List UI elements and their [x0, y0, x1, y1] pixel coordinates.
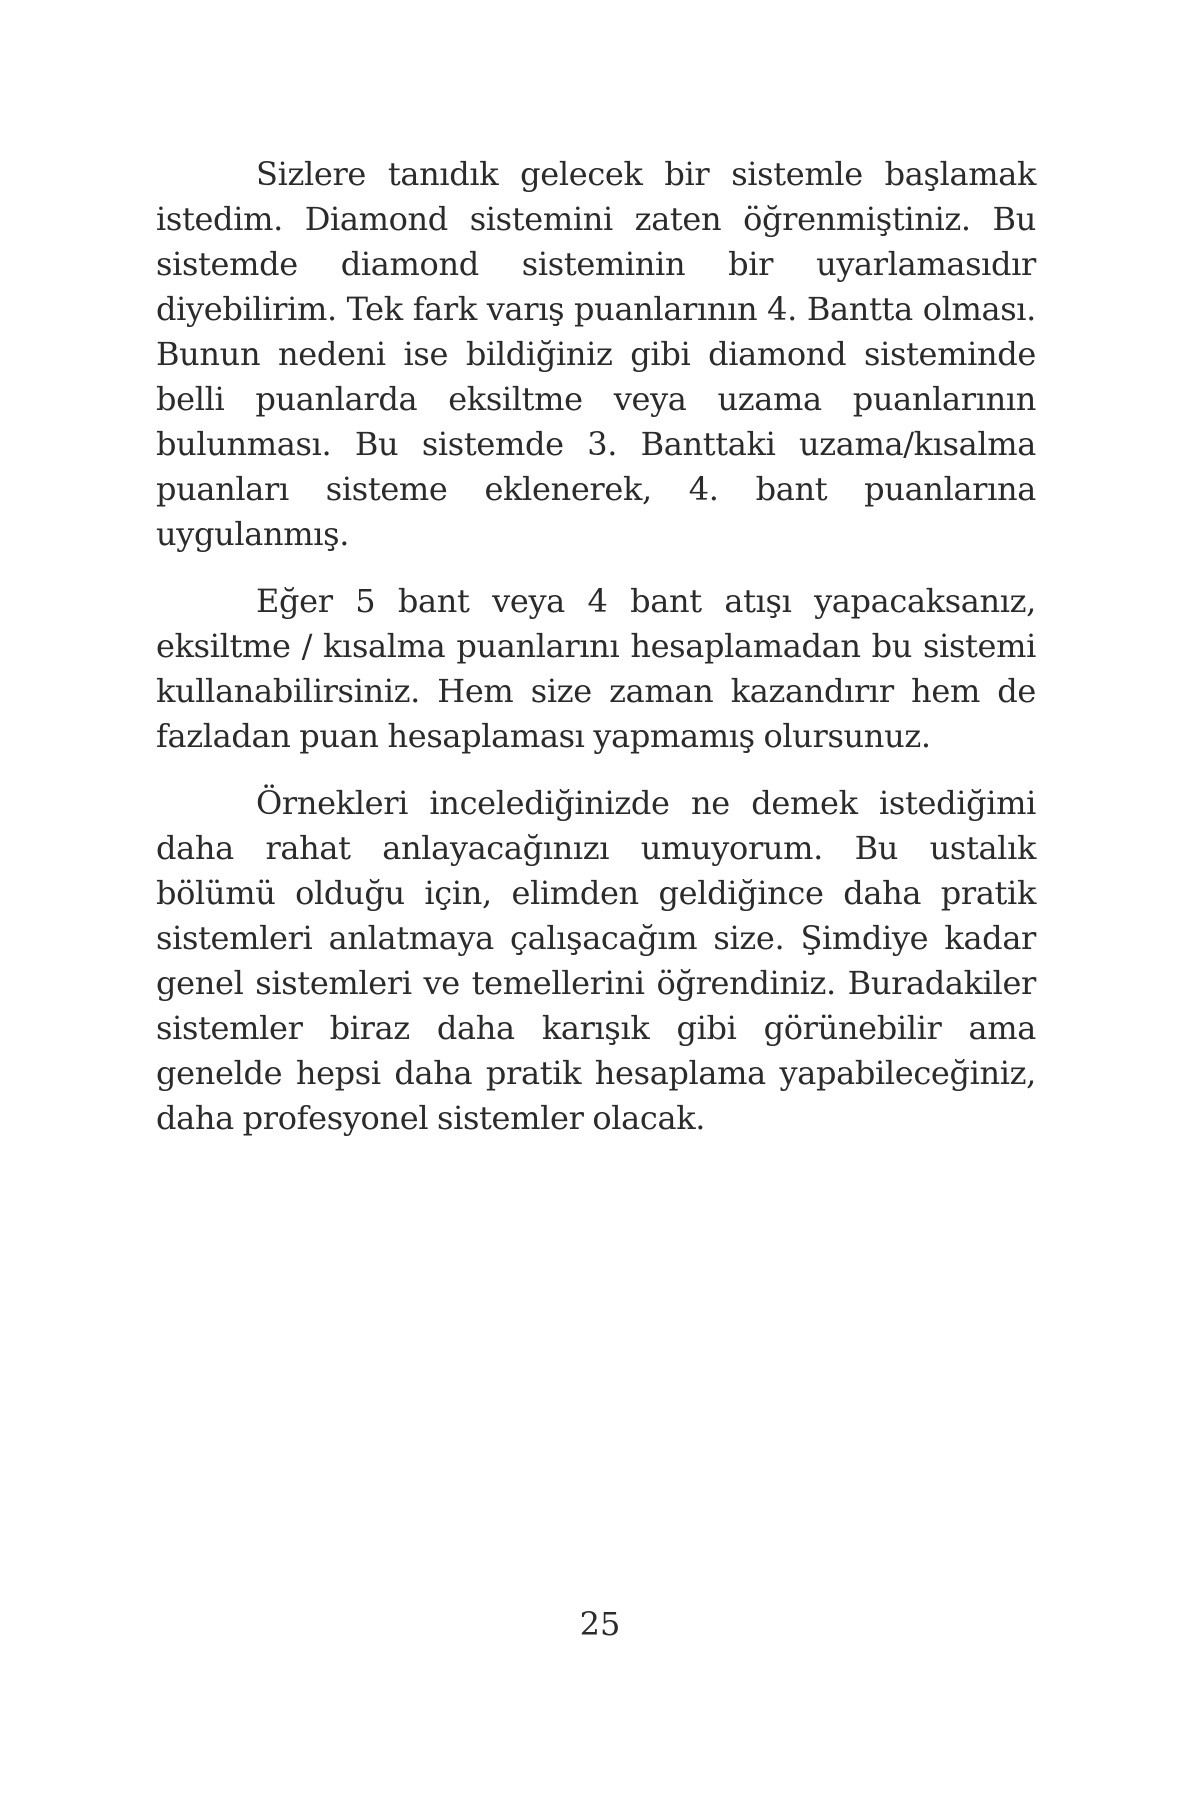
paragraph-2: Eğer 5 bant veya 4 bant atışı yapacaksanız, eksiltme / kısalma puanlarını hesaplamadan bu sistemi kullanabilirsiniz. Hem size zaman kazandırır hem de fazladan puan hesaplaması yapmamış olursunuz.: [156, 582, 1036, 755]
paragraph-1: Sizlere tanıdık gelecek bir sistemle başlamak istedim. Diamond sistemini zaten öğrenmiştiniz. Bu sistemde diamond sisteminin bir uyarlamasıdır diyebilirim. Tek fark varış puanlarının 4. Bantta olması. Bunun nedeni ise bildiğiniz gibi diamond sisteminde belli puanlarda eksiltme veya uzama puanlarının bulunması. Bu sistemde 3. Banttaki uzama/kısalma puanları sisteme eklenerek, 4. bant puanlarına uygulanmış.: [156, 155, 1036, 553]
page-number: 25: [579, 1605, 621, 1643]
body-text: [156, 152, 1036, 1163]
paragraph-3: Örnekleri incelediğinizde ne demek istediğimi daha rahat anlayacağınızı umuyorum. Bu ustalık bölümü olduğu için, elimden geldiğince daha pratik sistemleri anlatmaya çalışacağım size. Şimdiye kadar genel sistemleri ve temellerini öğrendiniz. Buradakiler sistemler biraz daha karışık gibi görünebilir ama genelde hepsi daha pratik hesaplama yapabileceğiniz, daha profesyonel sistemler olacak.: [156, 784, 1036, 1137]
